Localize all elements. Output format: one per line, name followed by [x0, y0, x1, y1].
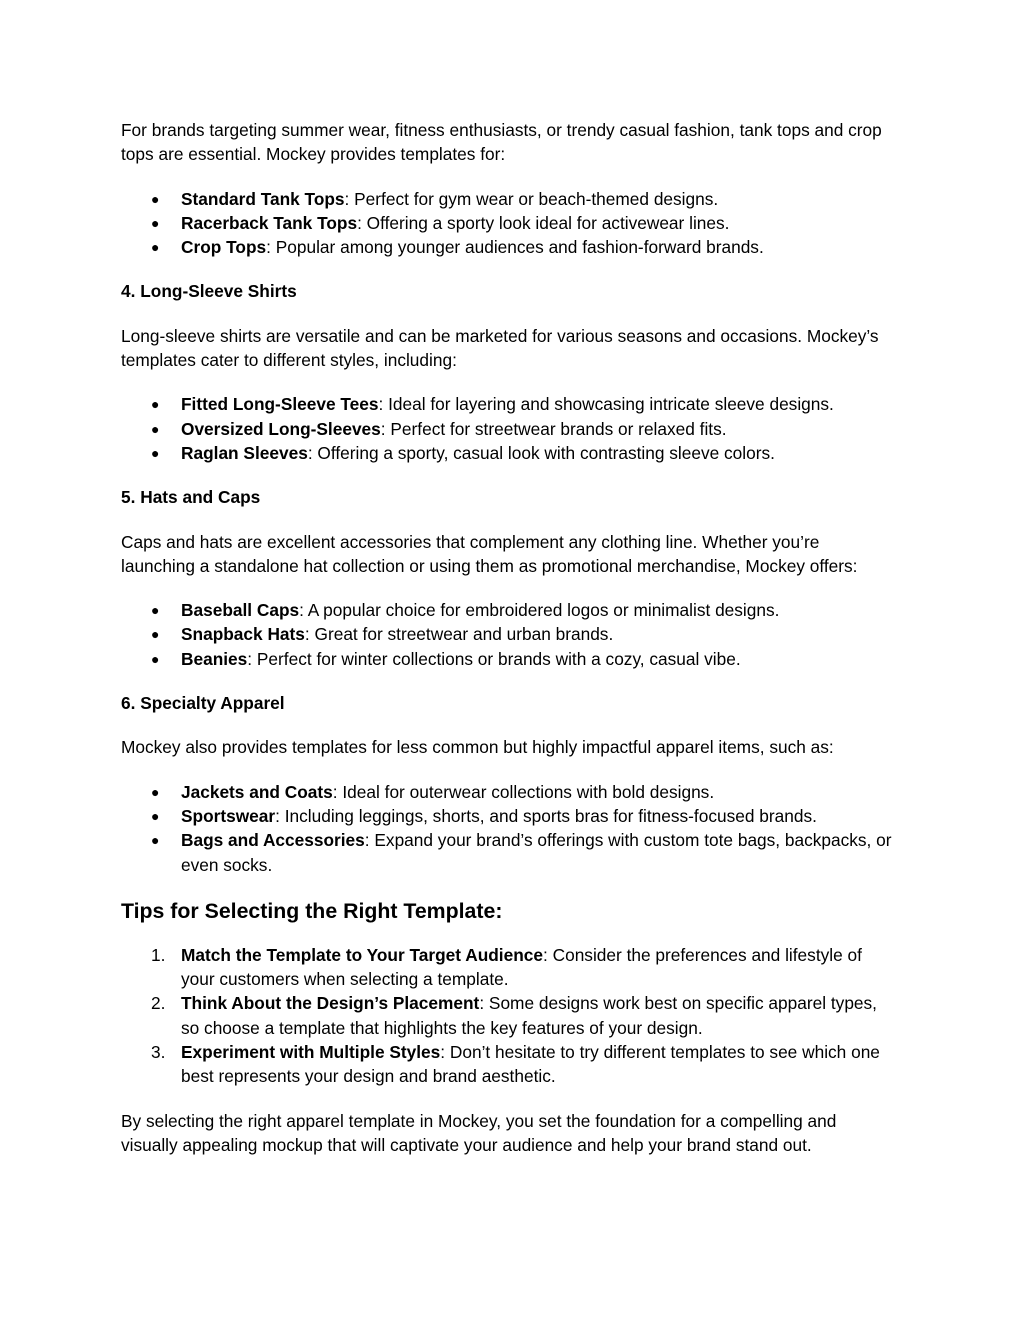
- list-item-desc: : Perfect for winter collections or brands with a cozy, casual vibe.: [247, 648, 741, 669]
- list-item-desc: : Including leggings, shorts, and sports bras for fitness-focused brands.: [275, 805, 817, 826]
- list-item-term: Sportswear: [181, 805, 276, 826]
- bullet-icon: ●: [151, 602, 160, 619]
- list-item-term: Beanies: [181, 648, 248, 669]
- list-item: [121, 441, 896, 465]
- list-item: [121, 187, 896, 211]
- list-item-desc: : Consider the preferences and lifestyle of your customers when selecting a template.: [181, 944, 862, 990]
- list-item: [121, 804, 896, 828]
- list-item: [121, 392, 896, 416]
- tips-list: [121, 943, 896, 1089]
- bullet-icon: ●: [151, 626, 160, 643]
- section-paragraph-long-sleeve: Long-sleeve shirts are versatile and can be marketed for various seasons and occasions. Mockey’s templates cater to different styles, including:: [121, 325, 879, 371]
- conclusion-paragraph: By selecting the right apparel template in Mockey, you set the foundation for a compelling and visually appealing mockup that will captivate your audience and help your brand stand out.: [121, 1110, 837, 1155]
- list-item: [121, 780, 896, 804]
- bullet-icon: ●: [151, 650, 160, 667]
- list-item-desc: : Offering a sporty look ideal for activewear lines.: [357, 212, 730, 233]
- list-item-desc: : Popular among younger audiences and fashion-forward brands.: [266, 237, 764, 258]
- list-item: [121, 417, 896, 441]
- list-number: 2.: [151, 993, 166, 1014]
- list-item-desc: : Some designs work best on specific apparel types, so choose a template that highlights the key features of your design.: [181, 993, 877, 1038]
- list-number: 1.: [151, 944, 166, 965]
- list-item: [121, 828, 896, 877]
- tips-heading: Tips for Selecting the Right Template:: [121, 898, 503, 923]
- list-item: [121, 1040, 896, 1089]
- list-item-term: Think About the Design’s Placement: [181, 993, 480, 1014]
- list-item-term: Fitted Long-Sleeve Tees: [181, 394, 379, 415]
- list-item-desc: : Great for streetwear and urban brands.: [304, 624, 614, 645]
- section-heading-specialty: 6. Specialty Apparel: [121, 693, 285, 714]
- intro-paragraph: For brands targeting summer wear, fitness enthusiasts, or trendy casual fashion, tank tops and crop tops are essential. Mockey provides templates for:: [121, 120, 882, 165]
- tank-top-list: [121, 187, 896, 260]
- list-item-term: Match the Template to Your Target Audience: [181, 944, 543, 965]
- bullet-icon: ●: [151, 239, 160, 256]
- section-heading-long-sleeve: 4. Long-Sleeve Shirts: [121, 281, 297, 302]
- section-heading-hats: 5. Hats and Caps: [121, 487, 261, 508]
- section-paragraph-hats: Caps and hats are excellent accessories that complement any clothing line. Whether you’re launching a standalone hat collection or using them as promotional merchandise, Mockey offers:: [121, 531, 858, 576]
- list-item-desc: : Don’t hesitate to try different templates to see which one best represents your design and brand aesthetic.: [181, 1042, 880, 1087]
- long-sleeve-list: [121, 392, 896, 465]
- bullet-icon: ●: [151, 783, 160, 800]
- list-item-desc: : Ideal for layering and showcasing intricate sleeve designs.: [378, 394, 834, 415]
- list-item-term: Racerback Tank Tops: [181, 212, 358, 233]
- list-item: [121, 991, 896, 1040]
- specialty-list: [121, 780, 896, 877]
- bullet-icon: ●: [151, 832, 160, 849]
- bullet-icon: ●: [151, 396, 160, 413]
- list-item: [121, 211, 896, 235]
- list-item-desc: : Perfect for gym wear or beach-themed designs.: [344, 188, 719, 209]
- list-item-term: Snapback Hats: [181, 624, 305, 645]
- list-item-term: Baseball Caps: [181, 600, 300, 621]
- list-item-term: Crop Tops: [181, 237, 267, 258]
- list-item-term: Standard Tank Tops: [181, 188, 345, 209]
- list-number: 3.: [151, 1042, 166, 1063]
- list-item: [121, 622, 896, 646]
- bullet-icon: ●: [151, 444, 160, 461]
- list-item: [121, 598, 896, 622]
- section-paragraph-specialty: Mockey also provides templates for less common but highly impactful apparel items, such as:: [121, 737, 834, 758]
- list-item-term: Jackets and Coats: [181, 781, 333, 802]
- bullet-icon: ●: [151, 214, 160, 231]
- bullet-icon: ●: [151, 190, 160, 207]
- list-item: [121, 943, 896, 992]
- list-item-term: Oversized Long-Sleeves: [181, 418, 381, 439]
- list-item-desc: : Perfect for streetwear brands or relaxed fits.: [380, 418, 727, 439]
- list-item-desc: : Expand your brand’s offerings with custom tote bags, backpacks, or even socks.: [181, 830, 892, 875]
- list-item-desc: : Offering a sporty, casual look with contrasting sleeve colors.: [307, 442, 775, 463]
- list-item-term: Bags and Accessories: [181, 830, 365, 851]
- list-item-term: Experiment with Multiple Styles: [181, 1042, 441, 1063]
- list-item: [121, 647, 896, 671]
- list-item: [121, 235, 896, 259]
- hats-list: [121, 598, 896, 671]
- document-page: [121, 118, 896, 1177]
- list-item-term: Raglan Sleeves: [181, 442, 308, 463]
- list-item-desc: : A popular choice for embroidered logos or minimalist designs.: [299, 600, 780, 621]
- bullet-icon: ●: [151, 420, 160, 437]
- list-item-desc: : Ideal for outerwear collections with bold designs.: [332, 781, 715, 802]
- bullet-icon: ●: [151, 807, 160, 824]
